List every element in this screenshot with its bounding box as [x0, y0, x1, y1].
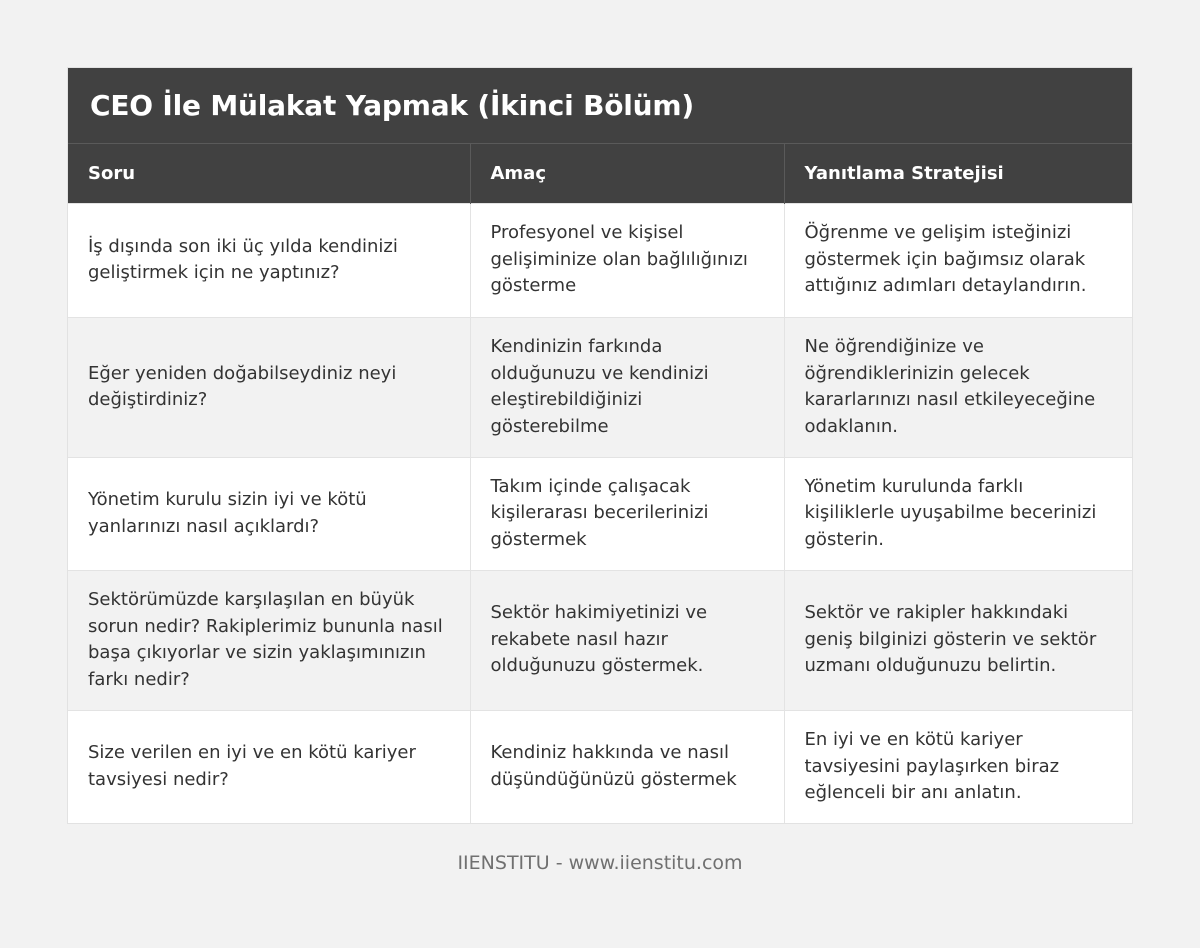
- table-row: [68, 457, 1132, 570]
- cell-soru: Eğer yeniden doğabilseydiniz neyi değiştirdiniz?: [68, 317, 470, 457]
- table-header-row: [68, 144, 1132, 203]
- cell-strateji: En iyi ve en kötü kariyer tavsiyesini paylaşırken biraz eğlenceli bir anı anlatın.: [784, 710, 1132, 823]
- page-title: CEO İle Mülakat Yapmak (İkinci Bölüm): [90, 89, 694, 122]
- cell-soru: Sektörümüzde karşılaşılan en büyük sorun nedir? Rakiplerimiz bununla nasıl başa çıkıyorlar ve sizin yaklaşımınızın farkı nedir?: [68, 570, 470, 710]
- table-card: [68, 68, 1132, 823]
- cell-amac: Takım içinde çalışacak kişilerarası becerilerinizi göstermek: [470, 457, 784, 570]
- cell-soru: İş dışında son iki üç yılda kendinizi geliştirmek için ne yaptınız?: [68, 203, 470, 317]
- column-header-strateji: Yanıtlama Stratejisi: [784, 144, 1132, 203]
- cell-amac: Sektör hakimiyetinizi ve rekabete nasıl hazır olduğunuzu göstermek.: [470, 570, 784, 710]
- cell-strateji: Sektör ve rakipler hakkındaki geniş bilginizi gösterin ve sektör uzmanı olduğunuzu belirtin.: [784, 570, 1132, 710]
- cell-strateji: Yönetim kurulunda farklı kişiliklerle uyuşabilme becerinizi gösterin.: [784, 457, 1132, 570]
- column-header-amac: Amaç: [470, 144, 784, 203]
- cell-amac: Kendinizin farkında olduğunuzu ve kendinizi eleştirebildiğinizi gösterebilme: [470, 317, 784, 457]
- cell-amac: Kendiniz hakkında ve nasıl düşündüğünüzü göstermek: [470, 710, 784, 823]
- footer-credit: IIENSTITU - www.iienstitu.com: [457, 852, 743, 874]
- title-bar: [68, 68, 1132, 144]
- cell-strateji: Ne öğrendiğinize ve öğrendiklerinizin gelecek kararlarınızı nasıl etkileyeceğine odaklanın.: [784, 317, 1132, 457]
- table-row: [68, 317, 1132, 457]
- cell-soru: Yönetim kurulu sizin iyi ve kötü yanlarınızı nasıl açıklardı?: [68, 457, 470, 570]
- cell-soru: Size verilen en iyi ve en kötü kariyer tavsiyesi nedir?: [68, 710, 470, 823]
- cell-amac: Profesyonel ve kişisel gelişiminize olan bağlılığınızı gösterme: [470, 203, 784, 317]
- interview-table: [68, 144, 1132, 823]
- cell-strateji: Öğrenme ve gelişim isteğinizi göstermek için bağımsız olarak attığınız adımları detaylandırın.: [784, 203, 1132, 317]
- table-row: [68, 710, 1132, 823]
- table-row: [68, 570, 1132, 710]
- column-header-soru: Soru: [68, 144, 470, 203]
- table-row: [68, 203, 1132, 317]
